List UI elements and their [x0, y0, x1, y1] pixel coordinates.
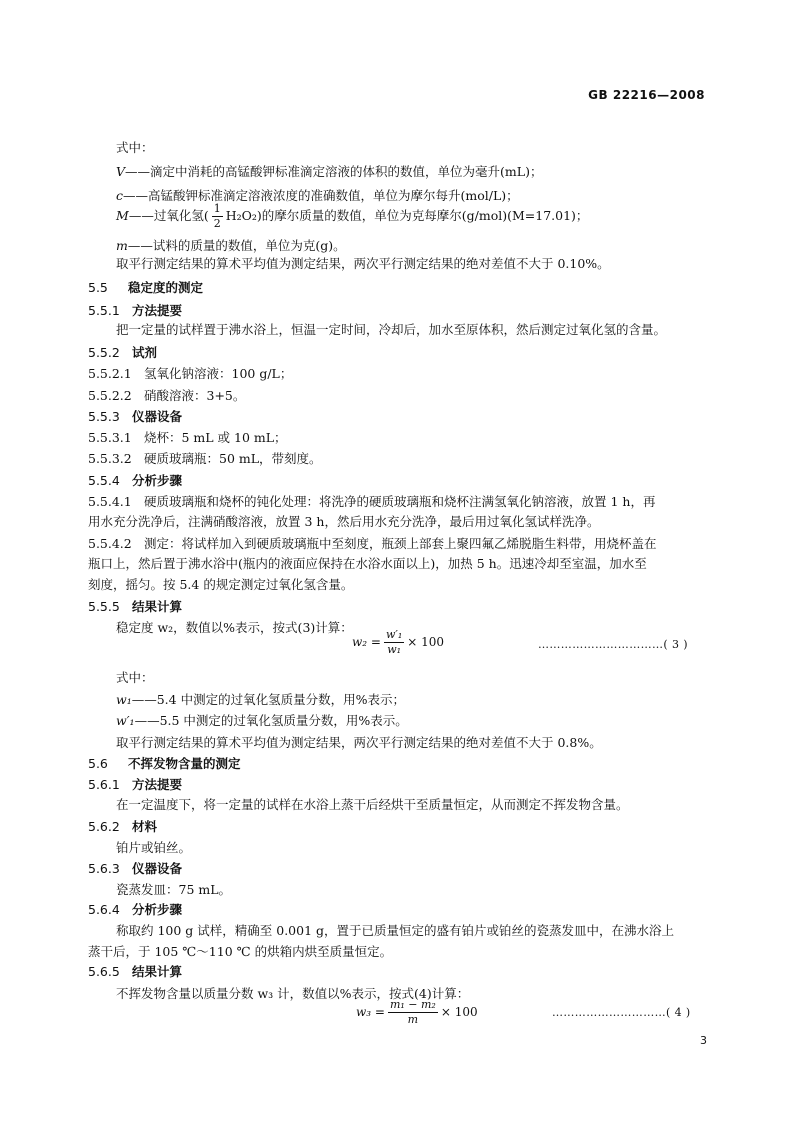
- clause-number: 5.5.2.2: [88, 388, 132, 403]
- section-number: 5.5.5: [88, 599, 120, 614]
- section-heading-5-6: [88, 754, 241, 772]
- section-title: 方法提要: [132, 777, 183, 792]
- section-title: 分析步骤: [132, 902, 183, 917]
- section-title: 不挥发物含量的测定: [128, 756, 241, 771]
- var-symbol: w₁: [116, 692, 132, 707]
- clause-number: 5.5.4.2: [88, 536, 132, 551]
- chemical-formula: H₂O₂: [225, 208, 257, 223]
- section-heading-5-5-4: [88, 471, 182, 489]
- equation-lhs: w₂ =: [352, 635, 381, 649]
- section-number: 5.6: [88, 756, 108, 771]
- var-symbol: c: [116, 188, 124, 203]
- fraction-denominator: m: [407, 1013, 419, 1026]
- paragraph: 稳定度 w₂，数值以%表示，按式(3)计算：: [116, 620, 353, 635]
- equation-fraction: [388, 998, 438, 1027]
- clause-text: 硝酸溶液：3+5。: [144, 388, 246, 403]
- var-def-w1-prime: [116, 711, 408, 729]
- where-label: 式中：: [116, 140, 154, 155]
- clause-number: 5.5.3.2: [88, 451, 132, 466]
- var-description: ——5.4 中测定的过氧化氢质量分数，用%表示；: [131, 692, 405, 707]
- section-heading-5-5-3: [88, 407, 182, 425]
- var-description: ——试料的质量的数值，单位为克(g)。: [127, 238, 346, 253]
- section-title: 仪器设备: [132, 861, 183, 876]
- equation-3: [352, 628, 444, 657]
- section-title: 结果计算: [132, 599, 183, 614]
- section-heading-5-6-2: [88, 817, 157, 835]
- section-number: 5.5.4: [88, 473, 120, 488]
- paragraph: 把一定量的试样置于沸水浴上，恒温一定时间，冷却后，加水至原体积，然后测定过氧化氢的含量。: [116, 322, 667, 337]
- fraction-denominator: w₁: [387, 643, 402, 656]
- section-title: 仪器设备: [132, 409, 183, 424]
- var-description-post: )的摩尔质量的数值，单位为克每摩尔(g/mol)(M=17.01)；: [256, 208, 589, 223]
- clause-5-5-3-1: [88, 428, 287, 446]
- section-number: 5.6.5: [88, 964, 120, 979]
- var-def-m-molar: [116, 202, 588, 231]
- clause-text-line: 用水充分洗净后，注满硝酸溶液，放置 3 h，然后用水充分洗净，最后用过氧化氢试样洗净。: [88, 514, 600, 529]
- paragraph: 不挥发物含量以质量分数 w₃ 计，数值以%表示，按式(4)计算：: [116, 986, 470, 1001]
- clause-5-5-4-2: [88, 534, 657, 552]
- standard-number: GB 22216—2008: [588, 88, 705, 102]
- section-heading-5-5: [88, 278, 203, 296]
- section-title: 材料: [132, 819, 158, 834]
- paragraph-line: 蒸干后，于 105 ℃～110 ℃ 的烘箱内烘至质量恒定。: [88, 944, 393, 959]
- section-heading-5-6-1: [88, 775, 182, 793]
- equation-number: ( 3 ): [663, 638, 688, 651]
- section-number: 5.5.3: [88, 409, 120, 424]
- var-symbol: M: [116, 208, 129, 223]
- equation-lhs: w₃ =: [356, 1005, 385, 1019]
- section-heading-5-6-4: [88, 900, 182, 918]
- leader-dots: ……………………………: [538, 638, 664, 651]
- section-number: 5.6.4: [88, 902, 120, 917]
- equation-rhs: × 100: [440, 1005, 478, 1019]
- leader-dots: …………………………: [552, 1006, 666, 1019]
- section-heading-5-6-3: [88, 859, 182, 877]
- fraction-numerator: m₁ − m₂: [389, 998, 436, 1011]
- var-symbol: w′₁: [116, 713, 135, 728]
- section-number: 5.5.2: [88, 345, 120, 360]
- equation-number: ( 4 ): [666, 1006, 691, 1019]
- var-description: ——5.5 中测定的过氧化氢质量分数，用%表示。: [134, 713, 408, 728]
- section-heading-5-5-2: [88, 343, 157, 361]
- section-title: 稳定度的测定: [128, 280, 204, 295]
- clause-text: 硬质玻璃瓶：50 mL，带刻度。: [144, 451, 322, 466]
- fraction-half: [212, 202, 223, 231]
- section-number: 5.5.1: [88, 303, 120, 318]
- clause-text-line: 硬质玻璃瓶和烧杯的钝化处理：将洗净的硬质玻璃瓶和烧杯注满氢氧化钠溶液，放置 1 h，再: [144, 494, 656, 509]
- section-number: 5.6.2: [88, 819, 120, 834]
- equation-3-leader: [538, 638, 688, 651]
- paragraph: 瓷蒸发皿：75 mL。: [116, 882, 232, 897]
- section-number: 5.6.1: [88, 777, 120, 792]
- clause-5-5-2-1: [88, 364, 292, 382]
- section-title: 方法提要: [132, 303, 183, 318]
- var-def-v: [116, 162, 542, 180]
- fraction-numerator: w′₁: [385, 628, 403, 641]
- clause-text: 烧杯：5 mL 或 10 mL；: [144, 430, 287, 445]
- var-description: ——高锰酸钾标准滴定溶液浓度的准确数值，单位为摩尔每升(mol/L)；: [123, 188, 519, 203]
- var-symbol: V: [116, 164, 126, 179]
- section-title: 结果计算: [132, 964, 183, 979]
- clause-text-line: 测定：将试样加入到硬质玻璃瓶中至刻度，瓶颈上部套上聚四氟乙烯脱脂生料带，用烧杯盖在: [144, 536, 657, 551]
- page-number: 3: [700, 1034, 707, 1047]
- paragraph: 铂片或铂丝。: [116, 840, 192, 855]
- var-symbol: m: [116, 238, 128, 253]
- clause-number: 5.5.4.1: [88, 494, 132, 509]
- result-note: 取平行测定结果的算术平均值为测定结果，两次平行测定结果的绝对差值不大于 0.8%。: [116, 735, 602, 750]
- section-title: 分析步骤: [132, 473, 183, 488]
- section-heading-5-6-5: [88, 962, 182, 980]
- equation-fraction: [384, 628, 404, 657]
- where-label: 式中：: [116, 670, 154, 685]
- clause-text: 氢氧化钠溶液：100 g/L；: [144, 366, 293, 381]
- clause-text-line: 刻度，摇匀。按 5.4 的规定测定过氧化氢含量。: [88, 577, 354, 592]
- var-def-m-mass: [116, 236, 346, 254]
- equation-rhs: × 100: [407, 635, 445, 649]
- fraction-numerator: 1: [213, 202, 221, 215]
- paragraph-line: 称取约 100 g 试样，精确至 0.001 g，置于已质量恒定的盛有铂片或铂丝的瓷蒸发皿中，在沸水浴上: [116, 923, 675, 938]
- section-number: 5.5: [88, 280, 108, 295]
- var-description: ——滴定中消耗的高锰酸钾标准滴定溶液的体积的数值，单位为毫升(mL)；: [125, 164, 543, 179]
- fraction-denominator: 2: [213, 217, 221, 230]
- section-heading-5-5-5: [88, 597, 182, 615]
- clause-5-5-2-2: [88, 386, 245, 404]
- section-number: 5.6.3: [88, 861, 120, 876]
- paragraph: 在一定温度下，将一定量的试样在水浴上蒸干后经烘干至质量恒定，从而测定不挥发物含量。: [116, 797, 629, 812]
- clause-text-line: 瓶口上，然后置于沸水浴中(瓶内的液面应保持在水浴水面以上)，加热 5 h。迅速冷却至室温，加水至: [88, 556, 647, 571]
- var-def-w1: [116, 690, 405, 708]
- equation-4: [356, 998, 478, 1027]
- clause-5-5-4-1: [88, 492, 655, 510]
- section-heading-5-5-1: [88, 301, 182, 319]
- section-title: 试剂: [132, 345, 158, 360]
- clause-number: 5.5.2.1: [88, 366, 132, 381]
- var-description-pre: ——过氧化氢(: [128, 208, 209, 223]
- result-note: 取平行测定结果的算术平均值为测定结果，两次平行测定结果的绝对差值不大于 0.10%。: [116, 256, 610, 271]
- equation-4-leader: [552, 1006, 691, 1019]
- clause-number: 5.5.3.1: [88, 430, 132, 445]
- clause-5-5-3-2: [88, 449, 322, 467]
